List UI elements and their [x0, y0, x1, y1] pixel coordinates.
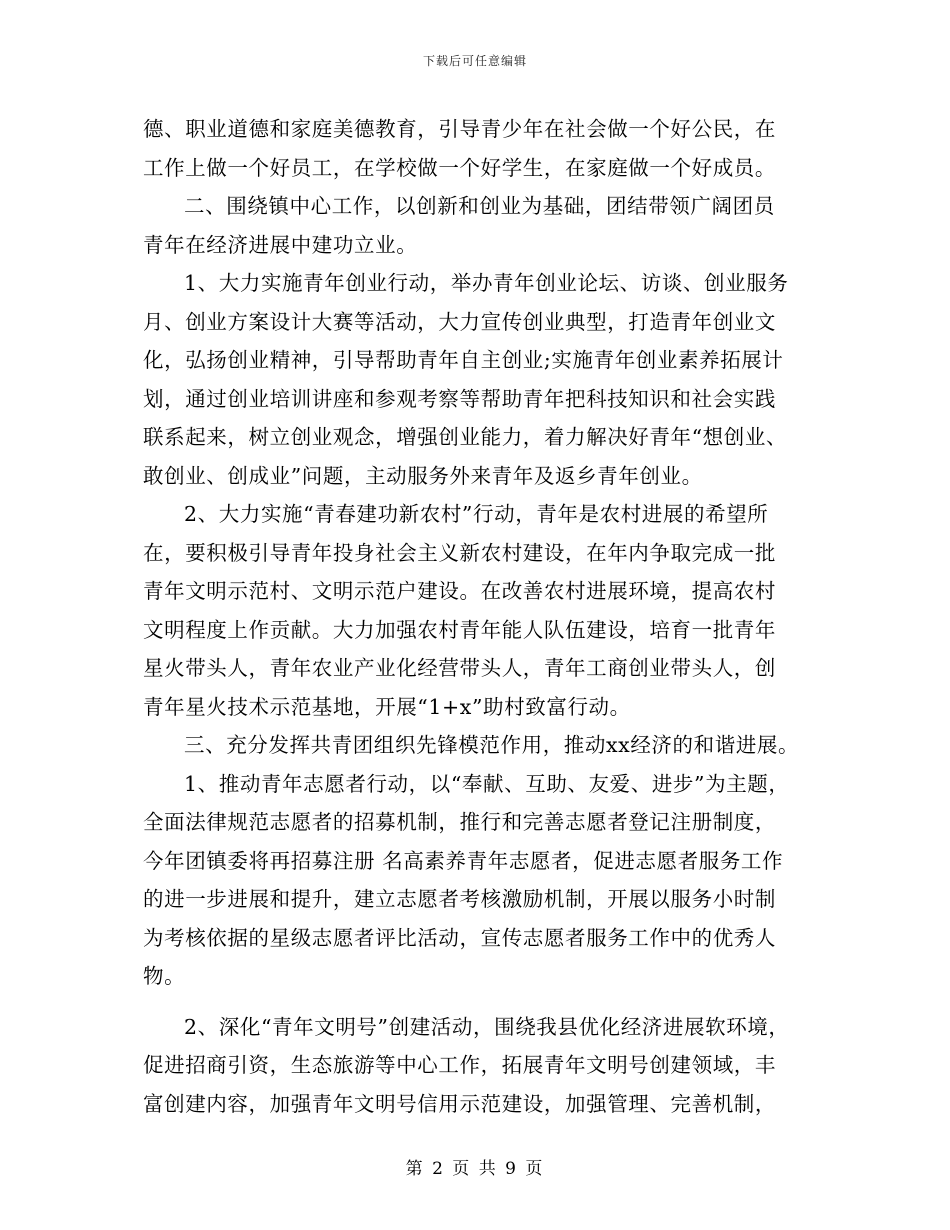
text-line: 1、大力实施青年创业行动，举办青年创业论坛、访谈、创业服务 [184, 271, 789, 295]
page-header: 下载后可任意编辑 [422, 54, 527, 68]
text-line: 青年在经济进展中建功立业。 [143, 232, 418, 257]
text-line: 今年团镇委将再招募注册 名高素养青年志愿者，促进志愿者服务工作 [143, 848, 784, 873]
text-line: 工作上做一个好员工，在学校做一个好学生，在家庭做一个好成员。 [143, 155, 776, 180]
page-footer: 第 2 页 共 9 页 [405, 1159, 545, 1179]
text-line: 青年星火技术示范基地，开展“1+x”助村致富行动。 [143, 694, 631, 719]
text-line: 在，要积极引导青年投身社会主义新农村建设，在年内争取完成一批 [143, 540, 776, 565]
text-line: 星火带头人，青年农业产业化经营带头人，青年工商创业带头人，创 [143, 656, 776, 680]
text-line: 月、创业方案设计大赛等活动，大力宣传创业典型，打造青年创业文 [143, 309, 776, 334]
text-line: 划，通过创业培训讲座和参观考察等帮助青年把科技知识和社会实践 [143, 386, 776, 411]
text-line: 三、充分发挥共青团组织先锋模范作用，推动xx经济的和谐进展。 [184, 733, 800, 757]
text-line: 化，弘扬创业精神，引导帮助青年自主创业;实施青年创业素养拓展计 [143, 348, 784, 372]
text-line: 2、大力实施“青春建功新农村”行动，青年是农村进展的希望所 [184, 502, 769, 526]
text-line: 全面法律规范志愿者的招募机制，推行和完善志愿者登记注册制度， [143, 810, 776, 834]
text-line: 物。 [143, 964, 186, 988]
text-line: 2、深化“青年文明号”创建活动，围绕我县优化经济进展软环境， [184, 1014, 790, 1039]
text-line: 富创建内容，加强青年文明号信用示范建设，加强管理、完善机制， [143, 1091, 776, 1116]
document-body [143, 110, 818, 1123]
text-line: 青年文明示范村、文明示范户建设。在改善农村进展环境，提高农村 [143, 579, 776, 603]
text-line: 敢创业、创成业”问题，主动服务外来青年及返乡青年创业。 [143, 463, 703, 488]
text-line: 联系起来，树立创业观念，增强创业能力，着力解决好青年“想创业、 [143, 425, 788, 449]
text-line: 的进一步进展和提升，建立志愿者考核激励机制，开展以服务小时制 [143, 887, 776, 911]
text-line: 文明程度上作贡献。大力加强农村青年能人队伍建设，培育一批青年 [143, 617, 776, 642]
text-line: 促进招商引资，生态旅游等中心工作，拓展青年文明号创建领域，丰 [143, 1053, 776, 1077]
text-line: 二、围绕镇中心工作，以创新和创业为基础，团结带领广阔团员 [184, 194, 775, 218]
text-line: 德、职业道德和家庭美德教育，引导青少年在社会做一个好公民，在 [143, 117, 776, 141]
text-line: 为考核依据的星级志愿者评比活动，宣传志愿者服务工作中的优秀人 [143, 925, 776, 950]
text-line: 1、推动青年志愿者行动，以“奉献、互助、友爱、进步”为主题， [184, 771, 790, 796]
